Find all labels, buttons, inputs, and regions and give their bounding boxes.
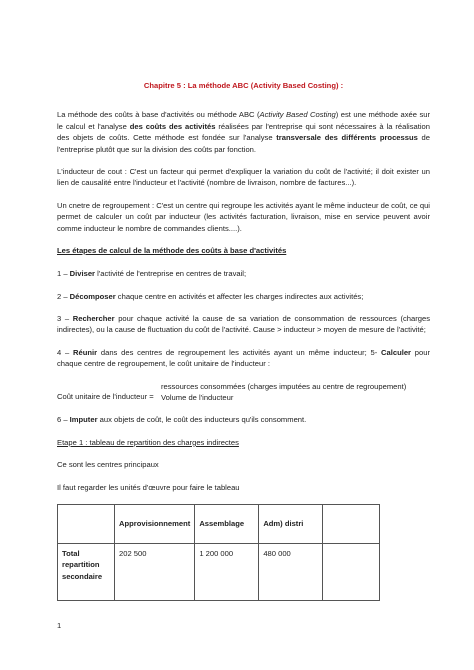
step-1 — [57, 268, 430, 279]
table-cell — [323, 543, 380, 600]
chapter-title: Chapitre 5 : La méthode ABC (Activity Based Costing) : — [143, 81, 344, 90]
intro-bold: transversale des différents processus — [276, 133, 418, 143]
table-header-cell — [58, 504, 115, 543]
intro-bold: des coûts des activités — [129, 121, 216, 131]
step-verb: Rechercher — [72, 314, 115, 324]
unit-cost-formula — [57, 381, 430, 404]
step-text: pour chaque centre de regroupement, le coût unitaire de l'inducteur : — [57, 347, 430, 369]
regarder-text: Il faut regarder les unités d'œuvre pour faire le tableau — [57, 482, 240, 492]
centre-paragraph: Un cnetre de regroupement : C'est un centre qui regroupe les activités ayant le même inducteur de coût, ce qui permet de calculer un coût par inducteur (les activités facturation, livraison, mise en service peuvent avoir comme inducteur le nombre de commandes clients....). — [57, 200, 430, 233]
inducteur-paragraph: L'inducteur de cout : C'est un facteur qui permet d'expliquer la variation du coût de l'activité; il doit exister un lien de causalité entre l'inducteur et l'activité (nombre de livraison, nombre de factures...). — [57, 166, 430, 188]
table-header-cell — [323, 504, 380, 543]
step-text: chaque centre en activités et affecter les charges indirectes aux activités; — [115, 291, 364, 301]
intro-italic: Activity Based Costing — [259, 110, 336, 120]
step-verb: Diviser — [69, 269, 96, 279]
table-cell: 202 500 — [115, 543, 195, 600]
page-number: 1 — [57, 621, 62, 630]
step-number: 6 – — [57, 415, 70, 425]
step-verb: Réunir — [73, 347, 98, 357]
formula-lhs: Coût unitaire de l'inducteur = — [57, 391, 154, 401]
table-cell: 1 200 000 — [195, 543, 259, 600]
step-number: 2 – — [57, 291, 70, 301]
step-number: 4 – — [57, 347, 74, 357]
table-cell: Total repartition secondaire — [58, 543, 115, 600]
step-number: 1 – — [57, 269, 70, 279]
step-2 — [57, 291, 430, 302]
table-header-row — [58, 504, 380, 543]
table-cell: 480 000 — [259, 543, 323, 600]
step-text: dans des centres de regroupement les activités ayant un même inducteur; 5- — [97, 347, 382, 357]
step-6 — [57, 414, 430, 425]
step-verb: Calculer — [381, 347, 411, 357]
step-text: pour chaque activité la cause de sa variation de consommation de ressources (charges indirectes), ou la cause de fluctuation du coût de l'activité. Cause > inducteur > moyen de mesure de l'activité; — [57, 314, 430, 335]
intro-text: ) est une méthode axée sur le calcul et l'analyse — [57, 110, 430, 131]
step-4 — [57, 347, 430, 370]
intro-paragraph — [57, 109, 430, 155]
repartition-table — [57, 504, 380, 601]
step-verb: Décomposer — [69, 291, 116, 301]
steps-title: Les étapes de calcul de la méthode des coûts à base d'activités — [57, 245, 287, 255]
step-verb: Imputer — [69, 415, 98, 425]
table-header-cell: Adm) distri — [259, 504, 323, 543]
centres-principaux-text: Ce sont les centres principaux — [57, 460, 159, 470]
etape-1-heading: Etape 1 : tableau de repartition des charges indirectes — [57, 437, 239, 447]
step-text: aux objets de coût, le coût des inducteurs qu'ils consomment. — [97, 415, 307, 425]
table-header-cell: Approvisionnement — [115, 504, 195, 543]
table-row — [58, 543, 380, 600]
intro-text: réalisées par l'entreprise qui sont nécessaires à la réalisation des objets de coûts. Cette méthode est fondée sur l'analyse — [57, 121, 430, 143]
step-number: 3 – — [57, 314, 73, 324]
table-header-cell: Assemblage — [195, 504, 259, 543]
intro-text: La méthode des coûts à base d'activités ou méthode ABC ( — [57, 110, 260, 120]
intro-text: de l'entreprise plutôt que sur la division des coûts par fonction. — [57, 133, 430, 154]
step-3 — [57, 313, 430, 336]
formula-rhs: ressources consommées (charges imputées au centre de regroupement) Volume de l'inducteur — [161, 381, 407, 403]
step-text: l'activité de l'entreprise en centres de travail; — [95, 269, 247, 279]
